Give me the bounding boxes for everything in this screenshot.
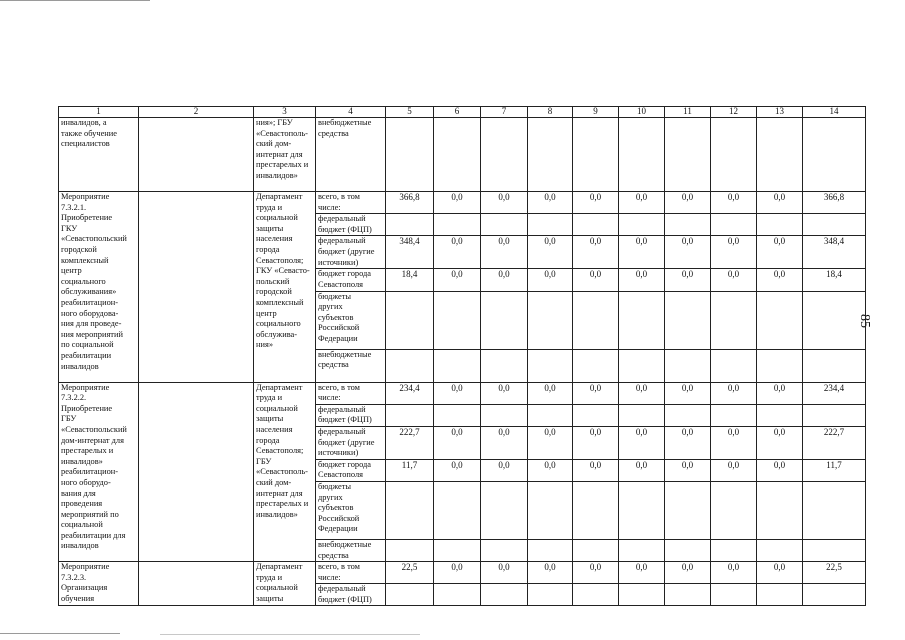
value-cell: 0,0 bbox=[528, 382, 573, 404]
value-cell: 0,0 bbox=[757, 236, 803, 269]
empty-cell bbox=[528, 291, 573, 349]
value-cell: 18,4 bbox=[386, 269, 434, 291]
header-cell: 7 bbox=[481, 107, 528, 118]
source-cell: всего, в том числе: bbox=[316, 382, 386, 404]
value-cell: 0,0 bbox=[481, 382, 528, 404]
measure-title-cell: инвалидов, а также обучение специалистов bbox=[59, 118, 139, 192]
value-cell: 234,4 bbox=[803, 382, 866, 404]
header-cell: 10 bbox=[619, 107, 665, 118]
empty-cell bbox=[386, 291, 434, 349]
empty-cell bbox=[619, 481, 665, 539]
source-cell: всего, в том числе: bbox=[316, 192, 386, 214]
value-cell: 0,0 bbox=[481, 269, 528, 291]
empty-cell bbox=[528, 539, 573, 561]
empty-cell bbox=[139, 562, 254, 606]
source-row bbox=[59, 382, 866, 404]
executor-cell: Департамент труда и социальной защиты bbox=[254, 562, 316, 606]
source-cell: федеральный бюджет (ФЦП) bbox=[316, 214, 386, 236]
empty-cell bbox=[711, 291, 757, 349]
source-cell: федеральный бюджет (другие источники) bbox=[316, 426, 386, 459]
executor-cell: ния»; ГБУ «Севастополь- ский дом- интернат для престарелых и инвалидов» bbox=[254, 118, 316, 192]
empty-cell bbox=[481, 539, 528, 561]
empty-cell bbox=[619, 404, 665, 426]
value-cell: 0,0 bbox=[573, 426, 619, 459]
value-cell: 0,0 bbox=[757, 192, 803, 214]
value-cell: 22,5 bbox=[803, 562, 866, 584]
value-cell: 0,0 bbox=[434, 459, 481, 481]
value-cell: 0,0 bbox=[481, 426, 528, 459]
empty-cell bbox=[573, 584, 619, 606]
value-cell: 0,0 bbox=[665, 459, 711, 481]
budget-table bbox=[58, 106, 866, 606]
empty-cell bbox=[573, 481, 619, 539]
header-cell: 9 bbox=[573, 107, 619, 118]
empty-cell bbox=[481, 481, 528, 539]
empty-cell bbox=[757, 291, 803, 349]
empty-cell bbox=[665, 481, 711, 539]
header-cell: 12 bbox=[711, 107, 757, 118]
value-cell: 0,0 bbox=[757, 382, 803, 404]
value-cell: 0,0 bbox=[757, 269, 803, 291]
empty-cell bbox=[803, 481, 866, 539]
empty-cell bbox=[434, 349, 481, 382]
source-cell: бюджеты других субъектов Российской Федерации bbox=[316, 291, 386, 349]
empty-cell bbox=[665, 291, 711, 349]
value-cell: 0,0 bbox=[757, 426, 803, 459]
header-cell: 6 bbox=[434, 107, 481, 118]
empty-cell bbox=[139, 382, 254, 562]
value-cell: 222,7 bbox=[386, 426, 434, 459]
empty-cell bbox=[386, 214, 434, 236]
value-cell: 0,0 bbox=[573, 562, 619, 584]
measure-title-cell: Мероприятие 7.3.2.2. Приобретение ГБУ «Севастопольский дом-интернат для престарелых и инвалидов» реабилитацион- ного оборудо- вания для проведения мероприятий по социальной реабилитации для инвалидов bbox=[59, 382, 139, 562]
empty-cell bbox=[481, 214, 528, 236]
executor-cell: Департамент труда и социальной защиты населения города Севастополя; ГБУ «Севастополь- ский дом- интернат для престарелых и инвалидов» bbox=[254, 382, 316, 562]
value-cell: 0,0 bbox=[619, 382, 665, 404]
value-cell: 234,4 bbox=[386, 382, 434, 404]
value-cell: 0,0 bbox=[711, 459, 757, 481]
empty-cell bbox=[757, 214, 803, 236]
empty-cell bbox=[619, 214, 665, 236]
empty-cell bbox=[528, 349, 573, 382]
empty-cell bbox=[528, 404, 573, 426]
value-cell: 0,0 bbox=[573, 269, 619, 291]
continuation-row bbox=[59, 118, 866, 192]
value-cell: 0,0 bbox=[481, 459, 528, 481]
value-cell: 11,7 bbox=[386, 459, 434, 481]
header-cell: 14 bbox=[803, 107, 866, 118]
value-cell: 0,0 bbox=[619, 562, 665, 584]
source-row bbox=[59, 192, 866, 214]
empty-cell bbox=[573, 539, 619, 561]
source-cell: бюджет города Севастополя bbox=[316, 459, 386, 481]
empty-cell bbox=[434, 214, 481, 236]
header-cell: 13 bbox=[757, 107, 803, 118]
value-cell: 348,4 bbox=[803, 236, 866, 269]
value-cell: 0,0 bbox=[665, 236, 711, 269]
value-cell: 0,0 bbox=[434, 269, 481, 291]
empty-cell bbox=[434, 539, 481, 561]
value-cell: 0,0 bbox=[481, 562, 528, 584]
value-cell: 0,0 bbox=[665, 192, 711, 214]
header-cell: 3 bbox=[254, 107, 316, 118]
value-cell: 0,0 bbox=[711, 562, 757, 584]
empty-cell bbox=[386, 539, 434, 561]
value-cell: 0,0 bbox=[619, 459, 665, 481]
value-cell: 0,0 bbox=[434, 192, 481, 214]
empty-cell bbox=[665, 214, 711, 236]
empty-cell bbox=[434, 584, 481, 606]
empty-cell bbox=[434, 481, 481, 539]
value-cell: 18,4 bbox=[803, 269, 866, 291]
value-cell: 0,0 bbox=[528, 236, 573, 269]
empty-cell bbox=[619, 349, 665, 382]
header-cell: 1 bbox=[59, 107, 139, 118]
empty-cell bbox=[757, 539, 803, 561]
empty-cell bbox=[481, 404, 528, 426]
empty-cell bbox=[481, 349, 528, 382]
source-cell: федеральный бюджет (ФЦП) bbox=[316, 584, 386, 606]
value-cell: 0,0 bbox=[528, 459, 573, 481]
value-cell: 0,0 bbox=[528, 426, 573, 459]
value-cell: 0,0 bbox=[434, 236, 481, 269]
header-cell: 5 bbox=[386, 107, 434, 118]
empty-cell bbox=[803, 404, 866, 426]
value-cell: 366,8 bbox=[803, 192, 866, 214]
value-cell: 0,0 bbox=[711, 426, 757, 459]
empty-cell bbox=[665, 584, 711, 606]
value-cell: 0,0 bbox=[757, 459, 803, 481]
empty-cell bbox=[803, 291, 866, 349]
empty-cell bbox=[665, 349, 711, 382]
empty-cell bbox=[665, 539, 711, 561]
value-cell: 22,5 bbox=[386, 562, 434, 584]
measure-title-cell: Мероприятие 7.3.2.3. Организация обучения bbox=[59, 562, 139, 606]
empty-cell bbox=[139, 118, 254, 192]
empty-cell bbox=[386, 349, 434, 382]
value-cell: 0,0 bbox=[619, 192, 665, 214]
value-cell: 0,0 bbox=[573, 236, 619, 269]
empty-cell bbox=[757, 404, 803, 426]
empty-cell bbox=[803, 539, 866, 561]
source-cell: всего, в том числе: bbox=[316, 562, 386, 584]
empty-cell bbox=[573, 214, 619, 236]
value-cell: 222,7 bbox=[803, 426, 866, 459]
empty-cell bbox=[803, 584, 866, 606]
empty-cell bbox=[803, 214, 866, 236]
empty-cell bbox=[711, 481, 757, 539]
source-cell: внебюджетные средства bbox=[316, 118, 386, 192]
empty-cell bbox=[386, 481, 434, 539]
value-cell: 0,0 bbox=[665, 426, 711, 459]
empty-cell bbox=[573, 291, 619, 349]
source-cell: федеральный бюджет (другие источники) bbox=[316, 236, 386, 269]
value-cell: 0,0 bbox=[619, 269, 665, 291]
scan-edge-bottom bbox=[0, 633, 120, 634]
empty-cell bbox=[757, 584, 803, 606]
source-cell: внебюджетные средства bbox=[316, 539, 386, 561]
empty-cell bbox=[711, 349, 757, 382]
page-number: 85 bbox=[857, 314, 872, 328]
empty-cell bbox=[386, 404, 434, 426]
empty-cell bbox=[711, 404, 757, 426]
empty-cell bbox=[665, 404, 711, 426]
empty-cell bbox=[528, 481, 573, 539]
header-cell: 8 bbox=[528, 107, 573, 118]
scan-edge-top bbox=[0, 0, 150, 1]
header-row bbox=[59, 107, 866, 118]
source-cell: бюджет города Севастополя bbox=[316, 269, 386, 291]
value-cell: 0,0 bbox=[711, 236, 757, 269]
empty-cell bbox=[528, 214, 573, 236]
value-cell: 0,0 bbox=[434, 562, 481, 584]
empty-cell bbox=[481, 584, 528, 606]
header-cell: 4 bbox=[316, 107, 386, 118]
value-cell: 0,0 bbox=[619, 236, 665, 269]
empty-cell bbox=[386, 584, 434, 606]
value-cell: 348,4 bbox=[386, 236, 434, 269]
value-cell: 0,0 bbox=[528, 192, 573, 214]
empty-cell bbox=[573, 349, 619, 382]
value-cell: 0,0 bbox=[528, 269, 573, 291]
source-cell: внебюджетные средства bbox=[316, 349, 386, 382]
value-cell: 0,0 bbox=[528, 562, 573, 584]
empty-cell bbox=[711, 584, 757, 606]
source-row bbox=[59, 562, 866, 584]
value-cell: 0,0 bbox=[481, 192, 528, 214]
empty-cell bbox=[803, 349, 866, 382]
value-cell: 0,0 bbox=[711, 382, 757, 404]
value-cell: 0,0 bbox=[434, 382, 481, 404]
empty-cell bbox=[434, 404, 481, 426]
value-cell: 11,7 bbox=[803, 459, 866, 481]
empty-cell bbox=[528, 584, 573, 606]
empty-cell bbox=[573, 404, 619, 426]
empty-cell bbox=[711, 214, 757, 236]
scan-edge-bottom-right bbox=[160, 634, 420, 635]
value-cell: 0,0 bbox=[619, 426, 665, 459]
measure-title-cell: Мероприятие 7.3.2.1. Приобретение ГКУ «Севастопольский городской комплексный центр социального обслуживания» реабилитацион- ного оборудова- ния для проведе- ния мероприятий по социальной реабилитации инвалидов bbox=[59, 192, 139, 383]
empty-cell bbox=[619, 291, 665, 349]
value-cell: 0,0 bbox=[434, 426, 481, 459]
empty-cell bbox=[619, 539, 665, 561]
empty-cell bbox=[434, 291, 481, 349]
value-cell: 0,0 bbox=[711, 269, 757, 291]
source-cell: федеральный бюджет (ФЦП) bbox=[316, 404, 386, 426]
empty-cell bbox=[757, 349, 803, 382]
empty-cell bbox=[619, 584, 665, 606]
empty-cell bbox=[711, 539, 757, 561]
value-cell: 0,0 bbox=[573, 382, 619, 404]
empty-cell bbox=[757, 481, 803, 539]
empty-cell bbox=[139, 192, 254, 383]
value-cell: 0,0 bbox=[711, 192, 757, 214]
executor-cell: Департамент труда и социальной защиты населения города Севастополя; ГКУ «Севасто- польский городской комплексный центр социального обслужива- ния» bbox=[254, 192, 316, 383]
header-cell: 11 bbox=[665, 107, 711, 118]
value-cell: 0,0 bbox=[665, 382, 711, 404]
source-cell: бюджеты других субъектов Российской Федерации bbox=[316, 481, 386, 539]
value-cell: 0,0 bbox=[757, 562, 803, 584]
empty-cell bbox=[481, 291, 528, 349]
header-cell: 2 bbox=[139, 107, 254, 118]
value-cell: 0,0 bbox=[481, 236, 528, 269]
value-cell: 0,0 bbox=[665, 269, 711, 291]
value-cell: 366,8 bbox=[386, 192, 434, 214]
value-cell: 0,0 bbox=[573, 459, 619, 481]
value-cell: 0,0 bbox=[665, 562, 711, 584]
value-cell: 0,0 bbox=[573, 192, 619, 214]
